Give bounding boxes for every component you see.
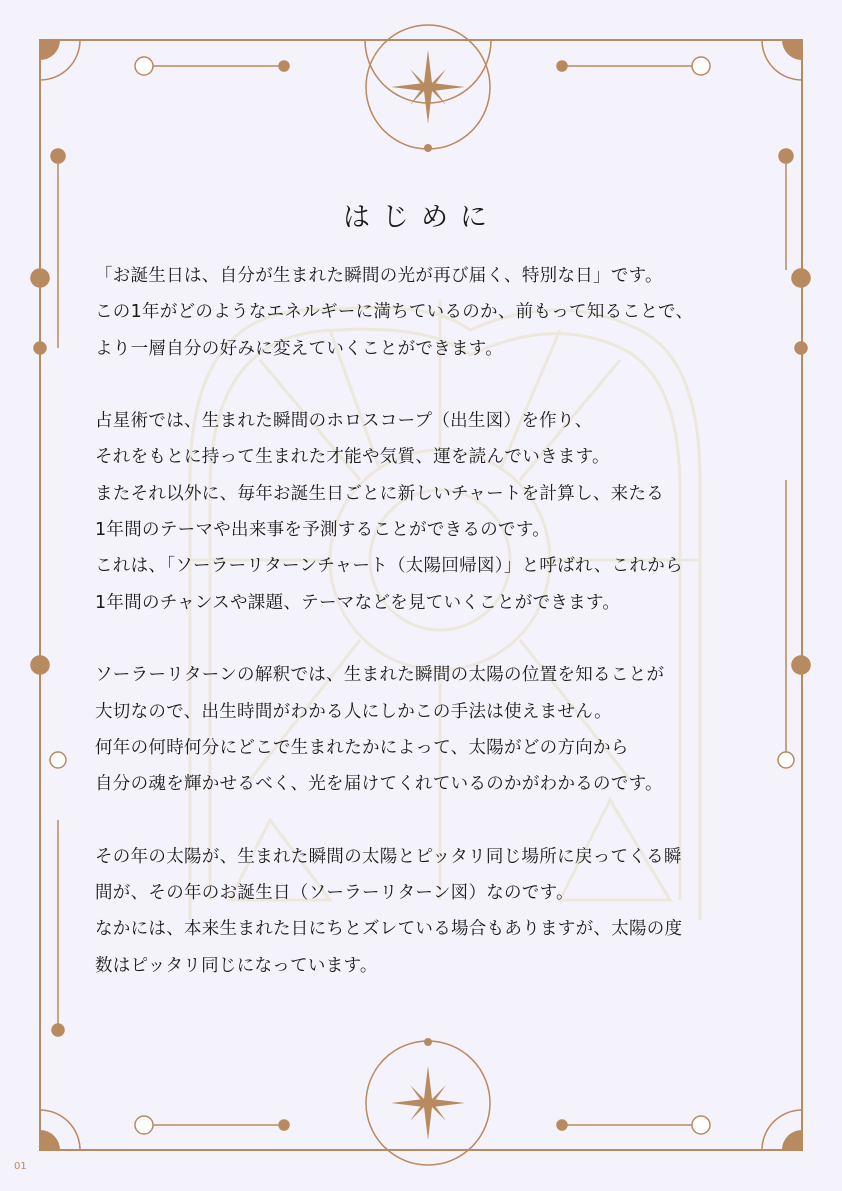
text-line: これは、「ソーラーリターンチャート（太陽回帰図）」と呼ばれ、これから: [95, 556, 683, 577]
body-text: [95, 258, 775, 1020]
text-line: 占星術では、生まれた瞬間のホロスコープ（出生図）を作り、: [95, 411, 593, 432]
top-connectors: [135, 57, 710, 75]
text-line: その年の太陽が、生まれた瞬間の太陽とピッタリ同じ場所に戻ってくる瞬: [95, 846, 682, 867]
text-line: 数はピッタリ同じになっています。: [95, 955, 378, 976]
text-line: 「お誕生日は、自分が生まれた瞬間の光が再び届く、特別な日」です。: [95, 266, 663, 286]
text-line: 1年間のチャンスや課題、テーマなどを見ていくことができます。: [95, 592, 621, 613]
paragraph-1: [95, 258, 775, 367]
text-line: 大切なので、出生時間がわかる人にしかこの手法は使えません。: [95, 701, 612, 722]
text-line: この1年がどのようなエネルギーに満ちているのか、前もって知ることで、: [95, 302, 694, 323]
top-star-medallion: [365, 0, 491, 152]
text-line: より一層自分の好みに変えていくことができます。: [95, 338, 503, 359]
paragraph-3: [95, 657, 775, 802]
left-side-ornaments: [31, 149, 66, 1036]
text-line: 間が、その年のお誕生日（ソーラーリターン図）なのです。: [95, 883, 574, 904]
text-line: それをもとに持って生まれた才能や気質、運を読んでいきます。: [95, 447, 610, 468]
text-line: 1年間のテーマや出来事を予測することができるのです。: [95, 520, 551, 541]
bottom-connectors: [135, 1116, 710, 1134]
text-line: またそれ以外に、毎年お誕生日ごとに新しいチャートを計算し、来たる: [95, 483, 665, 504]
text-line: なかには、本来生まれた日にちとズレている場合もありますが、太陽の度: [95, 919, 683, 940]
right-side-ornaments: [778, 149, 810, 768]
page-title: はじめに: [343, 202, 499, 233]
text-line: 何年の何時何分にどこで生まれたかによって、太陽がどの方向から: [95, 737, 629, 758]
text-line: 自分の魂を輝かせるべく、光を届けてくれているのかがわかるのです。: [95, 774, 663, 795]
page-number: 01: [14, 1161, 27, 1172]
text-line: ソーラーリターンの解釈では、生まれた瞬間の太陽の位置を知ることが: [95, 665, 665, 686]
bottom-star-medallion: [366, 1038, 490, 1165]
paragraph-4: [95, 839, 775, 984]
paragraph-2: [95, 403, 775, 621]
